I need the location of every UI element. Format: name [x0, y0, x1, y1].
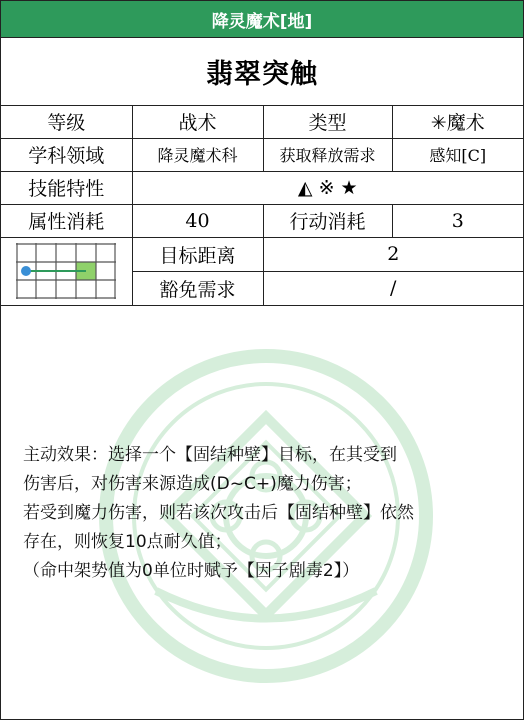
desc-line: 若受到魔力伤害，则若该次攻击后【固结种壁】依然 — [23, 503, 414, 523]
desc-line: 伤害后，对伤害来源造成(D~C+)魔力伤害； — [23, 474, 362, 494]
attr-cost-label: 属性消耗 — [1, 204, 132, 237]
range-diagram-cell — [1, 237, 132, 305]
stats-table — [1, 105, 523, 306]
trait-label: 技能特性 — [1, 171, 132, 204]
release-value: 感知[C] — [392, 138, 523, 171]
level-value: 战术 — [132, 105, 263, 138]
action-cost-label: 行动消耗 — [263, 204, 392, 237]
attr-cost-value: 40 — [132, 204, 263, 237]
effect-description — [23, 441, 513, 586]
desc-line: （命中架势值为0单位时赋予【因子剧毒2】） — [23, 561, 360, 581]
trait-value: ◭ ※ ★ — [132, 171, 523, 204]
card-header: 降灵魔术[地] — [1, 1, 523, 38]
desc-line: 存在，则恢复10点耐久值； — [23, 532, 232, 552]
desc-line: 主动效果：选择一个【固结种壁】目标，在其受到 — [23, 445, 397, 465]
field-value: 降灵魔术科 — [132, 138, 263, 171]
release-label: 获取释放需求 — [263, 138, 392, 171]
distance-value: 2 — [263, 237, 523, 271]
card-name: 翡翠突触 — [1, 38, 523, 106]
level-label: 等级 — [1, 105, 132, 138]
type-label: 类型 — [263, 105, 392, 138]
distance-label: 目标距离 — [132, 237, 263, 271]
type-value: ✳魔术 — [392, 105, 523, 138]
exempt-value: / — [263, 271, 523, 305]
exempt-label: 豁免需求 — [132, 271, 263, 305]
range-grid-icon — [16, 243, 116, 299]
action-cost-value: 3 — [392, 204, 523, 237]
field-label: 学科领域 — [1, 138, 132, 171]
